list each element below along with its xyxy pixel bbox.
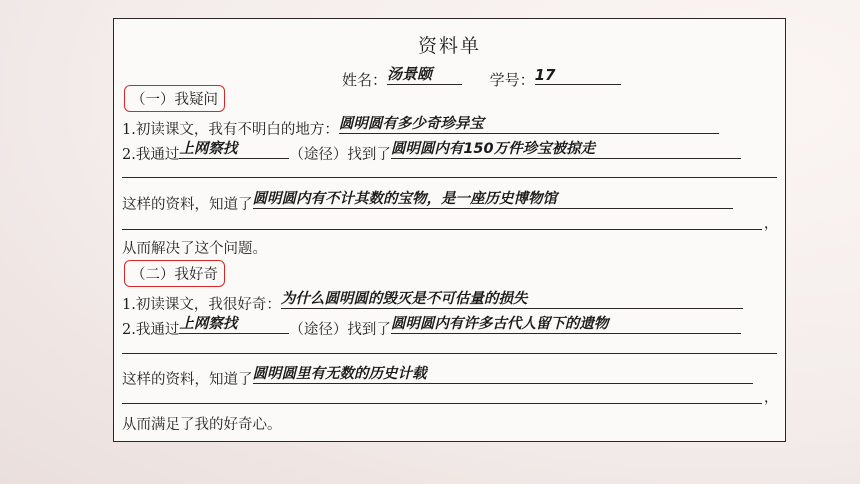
name-value: 汤景颐 <box>387 63 462 85</box>
section2-way: 上网察找 <box>179 312 289 334</box>
number-value: 17 <box>535 66 621 85</box>
section1-header: （一）我疑问 <box>124 85 225 112</box>
number-label: 学号： <box>489 71 535 89</box>
section2-header: （二）我好奇 <box>124 260 225 287</box>
section1-line2-mid: （途径）找到了 <box>289 147 391 163</box>
section1-line3 <box>122 187 733 214</box>
section2-line3-answer: 圆明圆里有无数的历史计载 <box>253 362 753 384</box>
section1-line2 <box>122 137 741 164</box>
section1-line4: 从而解决了这个问题。 <box>122 241 267 257</box>
blank-rule <box>122 177 777 178</box>
section1-line2-prefix: 2.我通过 <box>122 147 180 163</box>
section2-comma: ， <box>764 390 778 406</box>
section2-line2-mid: （途径）找到了 <box>289 322 391 338</box>
section2-line1 <box>122 287 743 314</box>
section1-way: 上网察找 <box>179 137 289 159</box>
name-label: 姓名： <box>342 71 388 89</box>
section1-line2-answer: 圆明圆内有150万件珍宝被掠走 <box>391 137 741 159</box>
section2-line2-answer: 圆明圆内有许多古代人留下的遗物 <box>391 312 741 334</box>
name-number-row <box>342 63 621 90</box>
section2-line4: 从而满足了我的好奇心。 <box>122 417 282 433</box>
section2-line2 <box>122 312 741 339</box>
section1-line3-prefix: 这样的资料，知道了 <box>122 197 253 213</box>
section2-line3 <box>122 362 753 389</box>
section1-line1 <box>122 112 719 139</box>
section2-line1-prefix: 1.初读课文，我很好奇： <box>122 297 281 313</box>
section2-line1-answer: 为什么圆明圆的毁灭是不可估量的损失 <box>281 287 743 309</box>
blank-rule <box>122 353 777 354</box>
worksheet <box>113 18 786 442</box>
section1-line1-prefix: 1.初读课文，我有不明白的地方： <box>122 122 339 138</box>
blank-rule <box>122 229 762 230</box>
section1-line1-answer: 圆明圆有多少奇珍异宝 <box>339 112 719 134</box>
section2-line2-prefix: 2.我通过 <box>122 322 180 338</box>
section1-comma: ， <box>764 216 778 232</box>
section2-line3-prefix: 这样的资料，知道了 <box>122 372 253 388</box>
section1-line3-answer: 圆明圆内有不计其数的宝物，是一座历史博物馆 <box>253 187 733 209</box>
worksheet-title: 资料单 <box>417 35 481 57</box>
blank-rule <box>122 403 762 404</box>
